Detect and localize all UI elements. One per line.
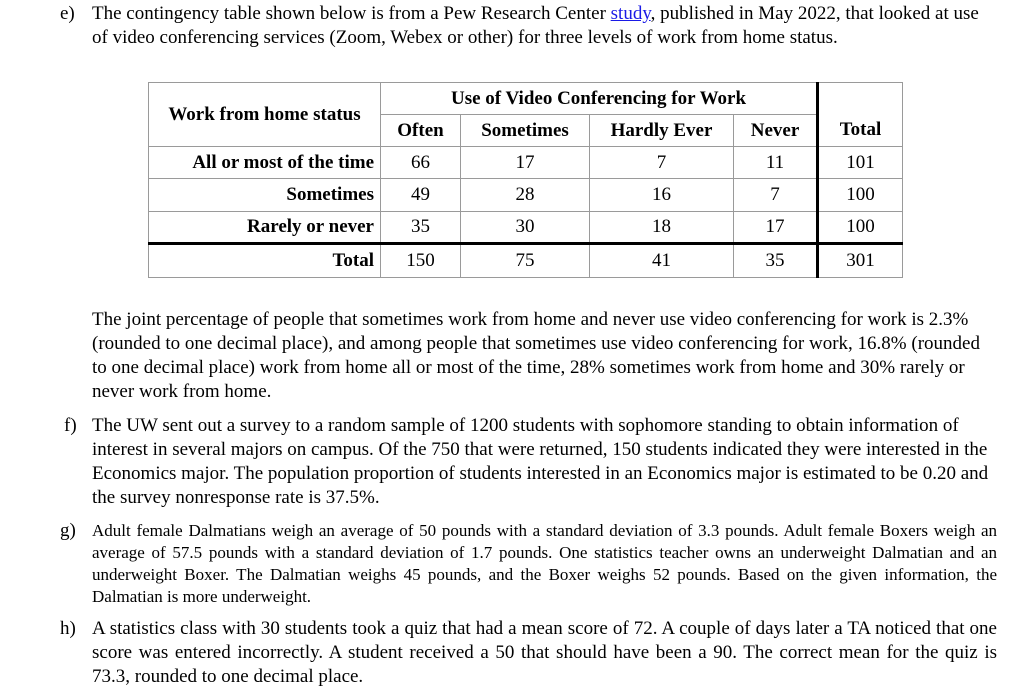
table-cell: 17 <box>461 147 590 179</box>
table-cell: 30 <box>461 211 590 243</box>
row-label: Rarely or never <box>149 211 381 243</box>
item-e-statement: The joint percentage of people that sometimes work from home and never use video conferencing for work is 2.3% (rounded to one decimal place), and among people that sometimes use video conferencing for work, 16.8% (rounded to one decimal place) work from home all or most of the time, 28% sometimes work from home and 30% rarely or never work from home. <box>92 309 980 402</box>
row-total: 101 <box>818 147 903 179</box>
col-header-sometimes: Sometimes <box>461 115 590 147</box>
row-label: Total <box>149 243 381 277</box>
item-g-text: Adult female Dalmatians weigh an average of 50 pounds with a standard deviation of 3.3 pounds. Adult female Boxers weigh an average of 57.5 pounds with a standard deviation of 1.7 pounds. One statistics teacher owns an underweight Dalmatian and an underweight Boxer. The Dalmatian weighs 45 pounds, and the Boxer weighs 52 pounds. Based on the given information, the Dalmatian is more underweight. <box>92 521 997 606</box>
col-header-total: Total <box>818 115 903 147</box>
row-label: All or most of the time <box>149 147 381 179</box>
table-cell: 35 <box>734 243 818 277</box>
column-group-header: Use of Video Conferencing for Work <box>381 83 818 115</box>
study-link[interactable]: study <box>610 3 651 24</box>
item-g-marker: g) <box>60 520 76 541</box>
item-h-marker: h) <box>60 618 76 639</box>
item-f-text: The UW sent out a survey to a random sample of 1200 students with sophomore standing to obtain information of interest in several majors on campus. Of the 750 that were returned, 150 students indicated they were interested in the Economics major. The population proportion of students interested in an Economics major is estimated to be 0.20 and the survey nonresponse rate is 37.5%. <box>92 415 989 508</box>
contingency-table <box>148 82 903 278</box>
table-cell: 150 <box>381 243 461 277</box>
item-e-intro: The contingency table shown below is from a Pew Research Center study, published in May 2022, that looked at use of video conferencing services (Zoom, Webex or other) for three levels of work from home status. <box>92 3 979 48</box>
row-total: 100 <box>818 179 903 211</box>
table-cell: 49 <box>381 179 461 211</box>
item-e-marker: e) <box>60 3 75 24</box>
table-row <box>149 211 903 243</box>
col-header-often: Often <box>381 115 461 147</box>
table-row <box>149 179 903 211</box>
col-header-hardly-ever: Hardly Ever <box>590 115 734 147</box>
table-cell: 11 <box>734 147 818 179</box>
table-cell: 7 <box>734 179 818 211</box>
row-total: 100 <box>818 211 903 243</box>
table-cell: 35 <box>381 211 461 243</box>
table-cell: 28 <box>461 179 590 211</box>
table-cell: 7 <box>590 147 734 179</box>
grand-total: 301 <box>818 243 903 277</box>
table-cell: 17 <box>734 211 818 243</box>
item-f-marker: f) <box>64 415 77 436</box>
table-cell: 16 <box>590 179 734 211</box>
table-cell: 18 <box>590 211 734 243</box>
table-row <box>149 147 903 179</box>
row-header: Work from home status <box>149 83 381 147</box>
col-header-never: Never <box>734 115 818 147</box>
table-cell: 75 <box>461 243 590 277</box>
table-total-row <box>149 243 903 277</box>
table-cell: 66 <box>381 147 461 179</box>
row-label: Sometimes <box>149 179 381 211</box>
item-h-text: A statistics class with 30 students took a quiz that had a mean score of 72. A couple of days later a TA noticed that one score was entered incorrectly. A student received a 50 that should have been a 90. The correct mean for the quiz is 73.3, rounded to one decimal place. <box>92 618 997 687</box>
table-cell: 41 <box>590 243 734 277</box>
